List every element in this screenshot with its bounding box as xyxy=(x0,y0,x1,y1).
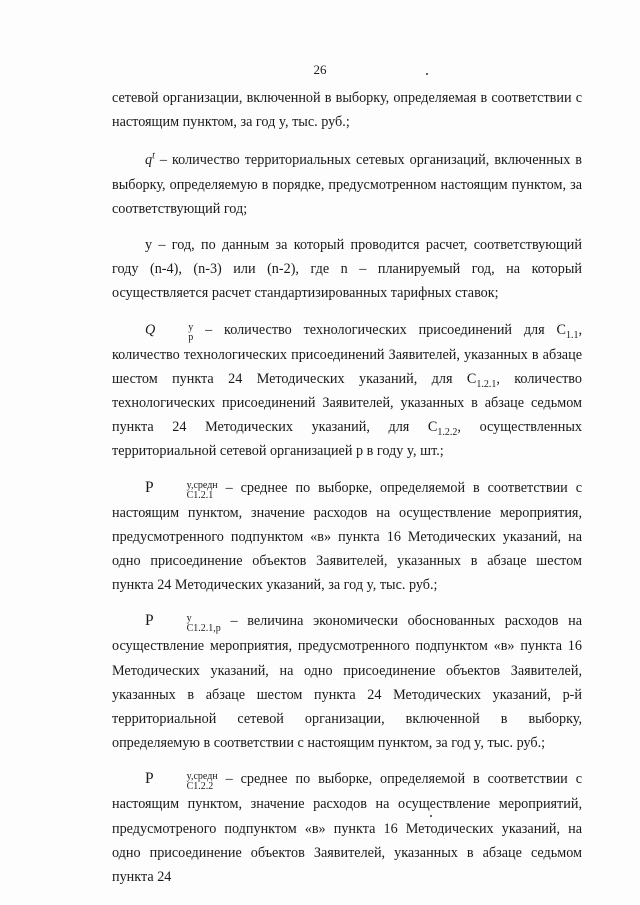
paragraph-2: $q^t$ – количество территориальных сетевых организаций, включенных в выборку, определяемую в порядке, предусмотренном настоящим пунктом, за соответствующий год; xyxy=(112,150,583,217)
symbol-P-c121-p: P y C1.2.1,p xyxy=(145,612,221,635)
paragraph-3: y – год, по данным за который проводится расчет, соответствующий году (n-4), (n-3) или (n-2), где n – планируемый год, на который осуществляется расчет стандартизированных тарифных ставок; xyxy=(112,237,582,302)
paragraph-6: P y C1.2.1,p – величина экономически обоснованных расходов на осуществление мероприятия, предусмотренного подпунктом «в» пункта 16 Методических указаний, на одно присоединение объектов Заявителей, указанных в абзаце шестом пункта 24 Методических указаний, p-й территориальной сетевой организации, включенной в выборку, определяемую в соответствии с настоящим пунктом, за год y, тыс. руб.; xyxy=(112,612,582,752)
paragraph-7: P y,средн C1.2.2 – среднее по выборке, определяемой в соответствии с настоящим пунктом, значение расходов на осуществление мероприятий, предусмотреного подпунктом «в» пункта 16 Методических указаний, на одно присоединение объектов Заявителей, указанных в абзаце седьмом пункта 24 xyxy=(112,770,582,886)
paragraph-1: сетевой организации, включенной в выборку, определяемая в соответствии с настоящим пунктом, за год y, тыс. руб.; xyxy=(112,90,582,131)
document-body xyxy=(112,86,582,889)
symbol-P-c122-avg: P y,средн C1.2.2 xyxy=(145,770,218,793)
symbol-P-c121-avg: P y,средн C1.2.1 xyxy=(145,478,218,501)
scan-speck xyxy=(426,73,428,75)
page-number: 26 xyxy=(313,62,327,77)
symbol-Q: Q y p xyxy=(145,321,194,343)
symbol-q: $q^t$ xyxy=(145,150,155,169)
paragraph-4: Q y p – количество технологических присоединений для $C_{1.1}$, количество технологических присоединений Заявителей, указанных в абзаце шестом пункта 24 Методических указаний, для $C_{1.2.1}$, количество технологических присоединений Заявителей, указанных в абзаце седьмом пункта 24 Методических указаний, для $C_{1.2.2}$, осуществленных территориальной сетевой организацией p в году y, шт.; xyxy=(112,321,582,460)
paragraph-5: P y,средн C1.2.1 – среднее по выборке, определяемой в соответствии с настоящим пунктом, значение расходов на осуществление мероприятия, предусмотренного подпунктом «в» пункта 16 Методических указаний, на одно присоединение объектов Заявителей, указанных в абзаце шестом пункта 24 Методических указаний, за год y, тыс. руб.; xyxy=(112,478,582,594)
